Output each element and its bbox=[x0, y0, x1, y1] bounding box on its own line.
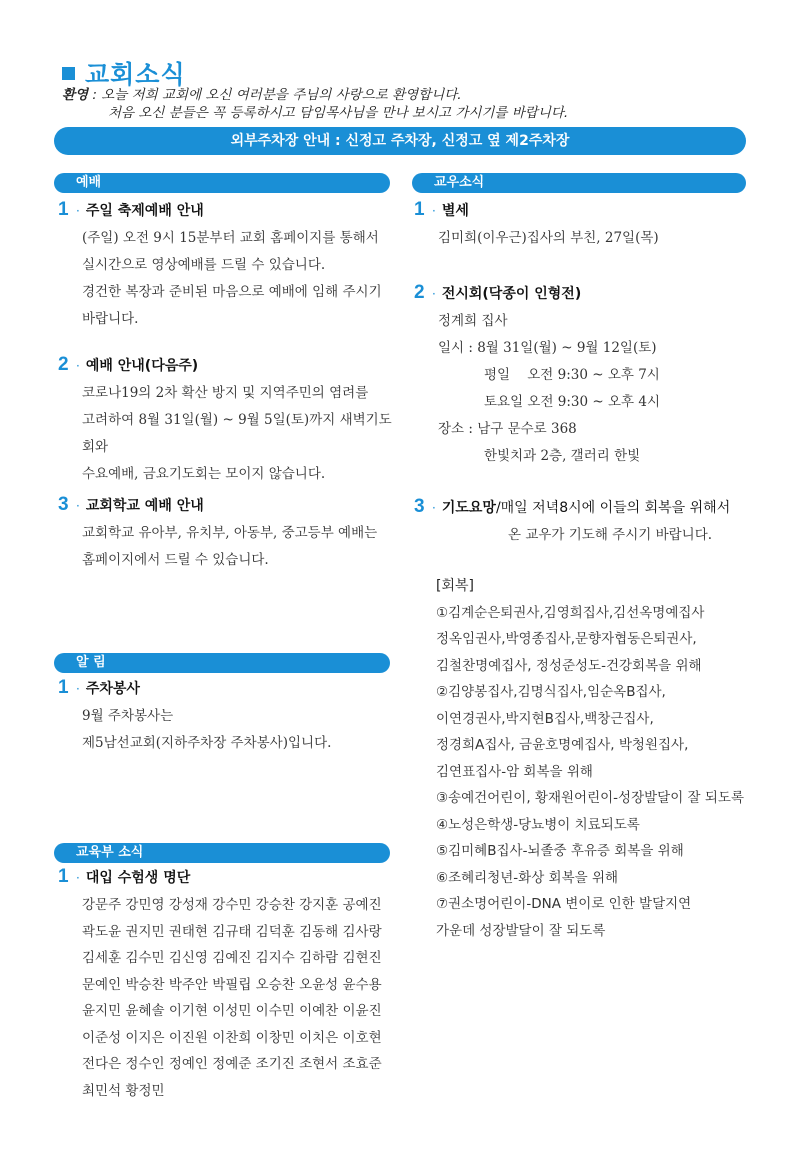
dot-icon: · bbox=[76, 359, 80, 373]
names-line: 강문주 강민영 강성재 강수민 강승찬 강지훈 공예진 bbox=[82, 897, 382, 913]
education-item-1 bbox=[58, 866, 408, 1104]
welcome-label: 환영 bbox=[62, 87, 89, 103]
item-number: 3 bbox=[58, 494, 69, 515]
recovery-line: ⑤김미혜B집사-뇌졸중 후유증 회복을 위해 bbox=[436, 843, 684, 859]
recovery-line: ⑦권소명어린이-DNA 변이로 인한 발달지연 bbox=[436, 896, 692, 912]
body-line: 고려하여 8월 31일(월) ~ 9월 5일(토)까지 새벽기도회와 bbox=[82, 412, 392, 455]
item-body bbox=[58, 225, 398, 333]
body-line: 제5남선교회(지하주차장 주차봉사)입니다. bbox=[82, 735, 332, 751]
body-line: 실시간으로 영상예배를 드릴 수 있습니다. bbox=[82, 257, 326, 273]
recovery-line: 정옥임권사,박영종집사,문향자협동은퇴권사, bbox=[436, 631, 697, 647]
item-number: 1 bbox=[414, 199, 425, 220]
section-notice: 알 림 bbox=[54, 653, 390, 673]
body-line: 토요일 오전 9:30 ~ 오후 4시 bbox=[484, 394, 661, 410]
item-title bbox=[442, 497, 730, 517]
names-line: 윤지민 윤혜솔 이기현 이성민 이수민 이예찬 이윤진 bbox=[82, 1003, 382, 1019]
welcome-line-1: : 오늘 저희 교회에 오신 여러분을 주님의 사랑으로 환영합니다. bbox=[88, 87, 462, 103]
item-body bbox=[58, 703, 398, 757]
welcome-line-2: 처음 오신 분들은 꼭 등록하시고 담임목사님을 만나 보시고 가시기를 바랍니다. bbox=[108, 105, 569, 121]
dot-icon: · bbox=[76, 499, 80, 513]
parking-banner: 외부주차장 안내 : 신정고 주차장, 신정고 옆 제2주차장 bbox=[54, 127, 746, 155]
recovery-line: 김연표집사-암 회복을 위해 bbox=[436, 763, 593, 780]
names-line: 전다은 정수인 정예인 정예준 조기진 조현서 조효준 bbox=[82, 1056, 382, 1072]
prayer-title: 기도요망 bbox=[441, 500, 496, 516]
section-members: 교우소식 bbox=[412, 173, 746, 193]
dot-icon: · bbox=[432, 501, 436, 515]
names-line: 문예인 박승찬 박주안 박필립 오승찬 오윤성 윤수용 bbox=[82, 976, 382, 993]
body-line: 일시 : 8월 31일(월) ~ 9월 12일(토) bbox=[438, 340, 657, 356]
page-title-text: 교회소식 bbox=[85, 60, 186, 89]
item-body bbox=[414, 522, 774, 549]
item-number: 2 bbox=[58, 354, 69, 375]
worship-item-2 bbox=[58, 354, 398, 488]
body-line: 코로나19의 2차 확산 방지 및 지역주민의 염려를 bbox=[82, 385, 369, 401]
names-line: 김세훈 김수민 김신영 김예진 김지수 김하람 김현진 bbox=[82, 950, 382, 966]
item-body bbox=[414, 308, 754, 470]
dot-icon: · bbox=[76, 204, 80, 218]
prayer-title-tail: /매일 저녁8시에 이들의 회복을 위해서 bbox=[495, 500, 731, 516]
welcome-message bbox=[62, 86, 568, 122]
dot-icon: · bbox=[76, 871, 80, 885]
item-number: 3 bbox=[414, 496, 425, 517]
body-line: 홈페이지에서 드릴 수 있습니다. bbox=[82, 552, 269, 568]
dot-icon: · bbox=[432, 204, 436, 218]
item-title: 별세 bbox=[441, 203, 469, 219]
body-line: 온 교우가 기도해 주시기 바랍니다. bbox=[508, 527, 713, 543]
item-title: 예배 안내(다음주) bbox=[85, 358, 199, 374]
names-line: 이준성 이지은 이진원 이찬희 이창민 이치은 이호현 bbox=[82, 1029, 382, 1046]
item-title: 주일 축제예배 안내 bbox=[85, 203, 204, 219]
recovery-line: ②김양봉집사,김명식집사,임순옥B집사, bbox=[436, 684, 666, 700]
item-number: 1 bbox=[58, 677, 69, 698]
recovery-line: 이연경권사,박지현B집사,백창근집사, bbox=[436, 710, 654, 727]
section-worship: 예배 bbox=[54, 173, 390, 193]
names-line: 곽도윤 권지민 권태현 김규태 김덕훈 김동해 김사랑 bbox=[82, 923, 382, 940]
body-line: 경건한 복장과 준비된 마음으로 예배에 임해 주시기 bbox=[82, 284, 382, 300]
body-line: 김미희(이우근)집사의 부친, 27일(목) bbox=[438, 230, 659, 246]
item-number: 1 bbox=[58, 866, 69, 887]
recovery-line: ①김계순은퇴권사,김영희집사,김선옥명예집사 bbox=[436, 604, 705, 621]
members-item-2 bbox=[414, 282, 754, 470]
body-line: 장소 : 남구 문수로 368 bbox=[438, 421, 577, 437]
item-body bbox=[58, 380, 398, 488]
student-names bbox=[58, 892, 408, 1104]
recovery-line: 정경희A집사, 금윤호명예집사, 박청원집사, bbox=[436, 737, 689, 753]
item-title: 전시회(닥종이 인형전) bbox=[441, 286, 582, 302]
body-line: 한빛치과 2층, 갤러리 한빛 bbox=[484, 448, 641, 464]
item-title: 주차봉사 bbox=[85, 681, 140, 697]
item-title: 교회학교 예배 안내 bbox=[85, 498, 204, 514]
body-line: (주일) 오전 9시 15분부터 교회 홈페이지를 통해서 bbox=[82, 230, 379, 246]
dot-icon: · bbox=[76, 682, 80, 696]
members-item-1 bbox=[414, 199, 754, 252]
item-number: 2 bbox=[414, 282, 425, 303]
names-line: 최민석 황정민 bbox=[82, 1082, 165, 1099]
recovery-list bbox=[436, 573, 756, 944]
recovery-line: ③송예건어린이, 황재원어린이-성장발달이 잘 되도록 bbox=[436, 790, 744, 806]
notice-item-1 bbox=[58, 677, 398, 757]
members-item-3 bbox=[414, 496, 774, 549]
dot-icon: · bbox=[432, 287, 436, 301]
item-number: 1 bbox=[58, 199, 69, 220]
square-bullet-icon bbox=[62, 67, 75, 80]
body-line: 수요예배, 금요기도회는 모이지 않습니다. bbox=[82, 466, 326, 482]
recovery-line: ④노성은학생-당뇨병이 치료되도록 bbox=[436, 816, 640, 833]
item-title: 대입 수험생 명단 bbox=[85, 870, 191, 886]
section-education: 교육부 소식 bbox=[54, 843, 390, 863]
body-line: 정계희 집사 bbox=[438, 313, 508, 329]
body-line: 바랍니다. bbox=[82, 311, 139, 327]
body-line: 교회학교 유아부, 유치부, 아동부, 중고등부 예배는 bbox=[82, 525, 378, 541]
recovery-heading: [회복] bbox=[436, 578, 474, 594]
recovery-line: 가운데 성장발달이 잘 되도록 bbox=[436, 922, 606, 939]
worship-item-3 bbox=[58, 494, 398, 574]
item-body bbox=[414, 225, 754, 252]
recovery-line: ⑥조혜리청년-화상 회복을 위해 bbox=[436, 869, 619, 886]
worship-item-1 bbox=[58, 199, 398, 333]
body-line: 9월 주차봉사는 bbox=[82, 708, 174, 724]
recovery-line: 김철찬명예집사, 정성준성도-건강회복을 위해 bbox=[436, 657, 702, 674]
item-body bbox=[58, 520, 398, 574]
body-line: 평일 오전 9:30 ~ 오후 7시 bbox=[484, 367, 660, 383]
